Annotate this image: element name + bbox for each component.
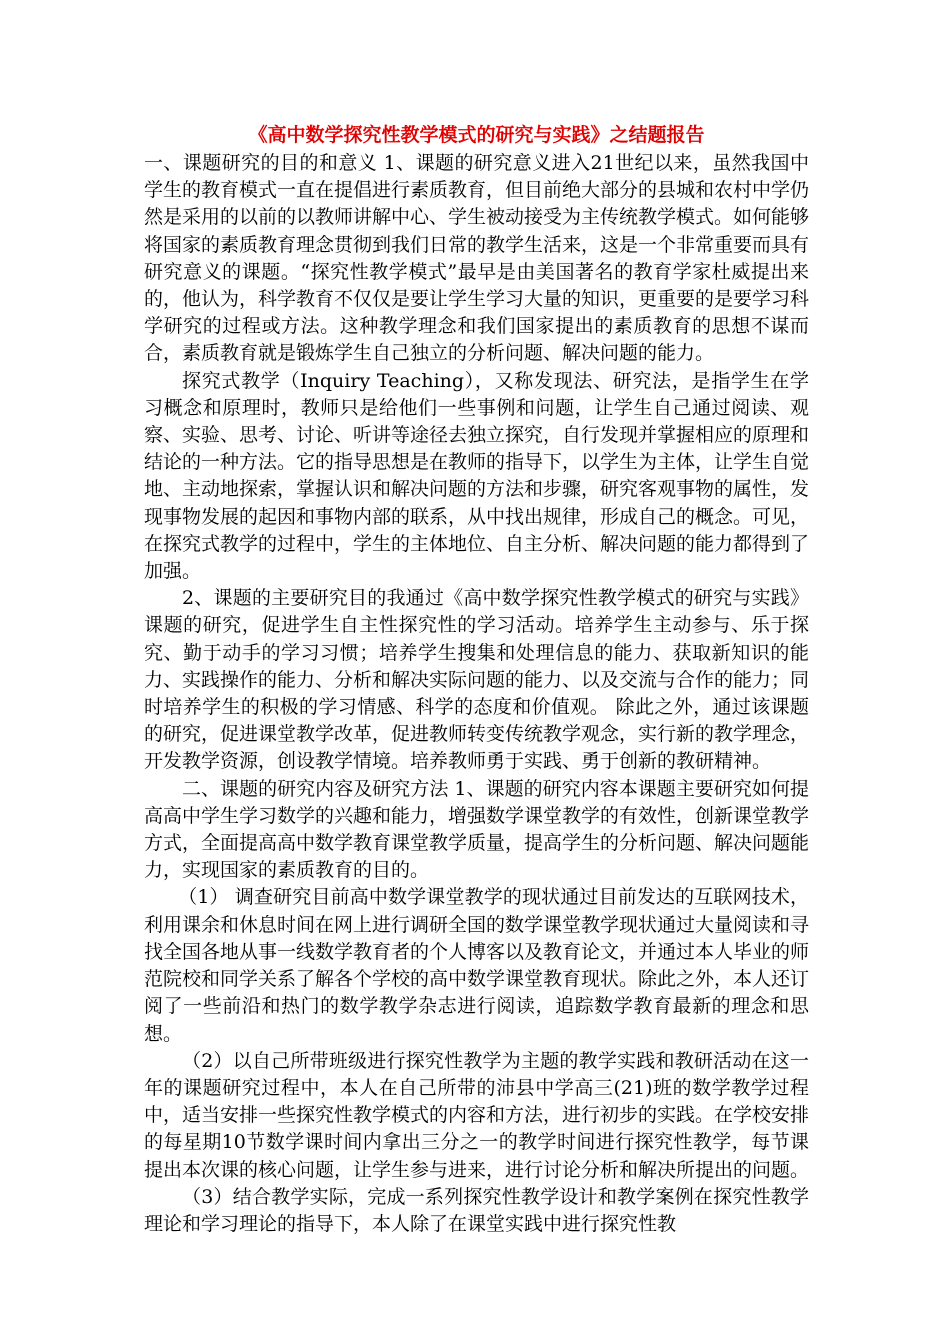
paragraph-research-content: 二、课题的研究内容及研究方法 1、课题的研究内容本课题主要研究如何提高高中学生学习数学的兴趣和能力，增强数学课堂教学的有效性，创新课堂教学方式，全面提高高中数学教育课堂教学质量，提高学生的分析问题、解决问题能力，实现国家的素质教育的目的。 [144,777,810,882]
paragraph-inquiry-teaching: 探究式教学（Inquiry Teaching），又称发现法、研究法，是指学生在学习概念和原理时，教师只是给他们一些事例和问题，让学生自己通过阅读、观察、实验、思考、讨论、听讲等途径去独立探究，自行发现并掌握相应的原理和结论的一种方法。它的指导思想是在教师的指导下，以学生为主体，让学生自觉地、主动地探索，掌握认识和解决问题的方法和步骤，研究客观事物的属性，发现事物发展的起因和事物内部的联系，从中找出规律，形成自己的概念。可见，在探究式教学的过程中，学生的主体地位、自主分析、解决问题的能力都得到了加强。 [144,369,810,583]
document-title: 《高中数学探究性教学模式的研究与实践》之结题报告 [248,124,705,146]
paragraph-purpose-significance: 一、课题研究的目的和意义 1、课题的研究意义进入21世纪以来，虽然我国中学生的教育模式一直在提倡进行素质教育，但目前绝大部分的县城和农村中学仍然是采用的以前的以教师讲解中心、学生被动接受为主传统教学模式。如何能够将国家的素质教育理念贯彻到我们日常的教学生活来，这是一个非常重要而具有研究意义的课题。“探究性教学模式”最早是由美国著名的教育学家杜威提出来的，他认为，科学教育不仅仅是要让学生学习大量的知识，更重要的是要学习科学研究的过程或方法。这种教学理念和我们国家提出的素质教育的思想不谋而合，素质教育就是锻炼学生自己独立的分析问题、解决问题的能力。 [144,152,810,365]
paragraph-item-3: （3）结合教学实际，完成一系列探究性教学设计和教学案例在探究性教学理论和学习理论的指导下，本人除了在课堂实践中进行探究性教 [144,1185,809,1235]
paragraph-item-2: （2）以自己所带班级进行探究性教学为主题的教学实践和教研活动在这一年的课题研究过程中，本人在自己所带的沛县中学高三(21)班的数学教学过程中，适当安排一些探究性教学模式的内容和方法，进行初步的实践。在学校安排的每星期10节数学课时间内拿出三分之一的教学时间进行探究性教学，每节课提出本次课的核心问题，让学生参与进来，进行讨论分析和解决所提出的问题。 [144,1049,810,1181]
paragraph-item-1: （1） 调查研究目前高中数学课堂教学的现状通过目前发达的互联网技术，利用课余和休息时间在网上进行调研全国的数学课堂教学现状通过大量阅读和寻找全国各地从事一线数学教育者的个人博客以及教育论文，并通过本人毕业的师范院校和同学关系了解各个学校的高中数学课堂教育现状。除此之外，本人还订阅了一些前沿和热门的数学教学杂志进行阅读，追踪数学教育最新的理念和思想。 [144,886,810,1045]
document-page [144,120,809,1238]
paragraph-research-goals: 2、课题的主要研究目的我通过《高中数学探究性教学模式的研究与实践》课题的研究，促进学生自主性探究性的学习活动。培养学生主动参与、乐于探究、勤于动手的学习习惯；培养学生搜集和处理信息的能力、获取新知识的能力、实践操作的能力、分析和解决实际问题的能力、以及交流与合作的能力；同时培养学生的积极的学习情感、科学的态度和价值观。 除此之外，通过该课题的研究，促进课堂教学改革，促进教师转变传统教学观念，实行新的教学理念，开发教学资源，创设教学情境。培养教师勇于实践、勇于创新的教研精神。 [144,587,810,773]
